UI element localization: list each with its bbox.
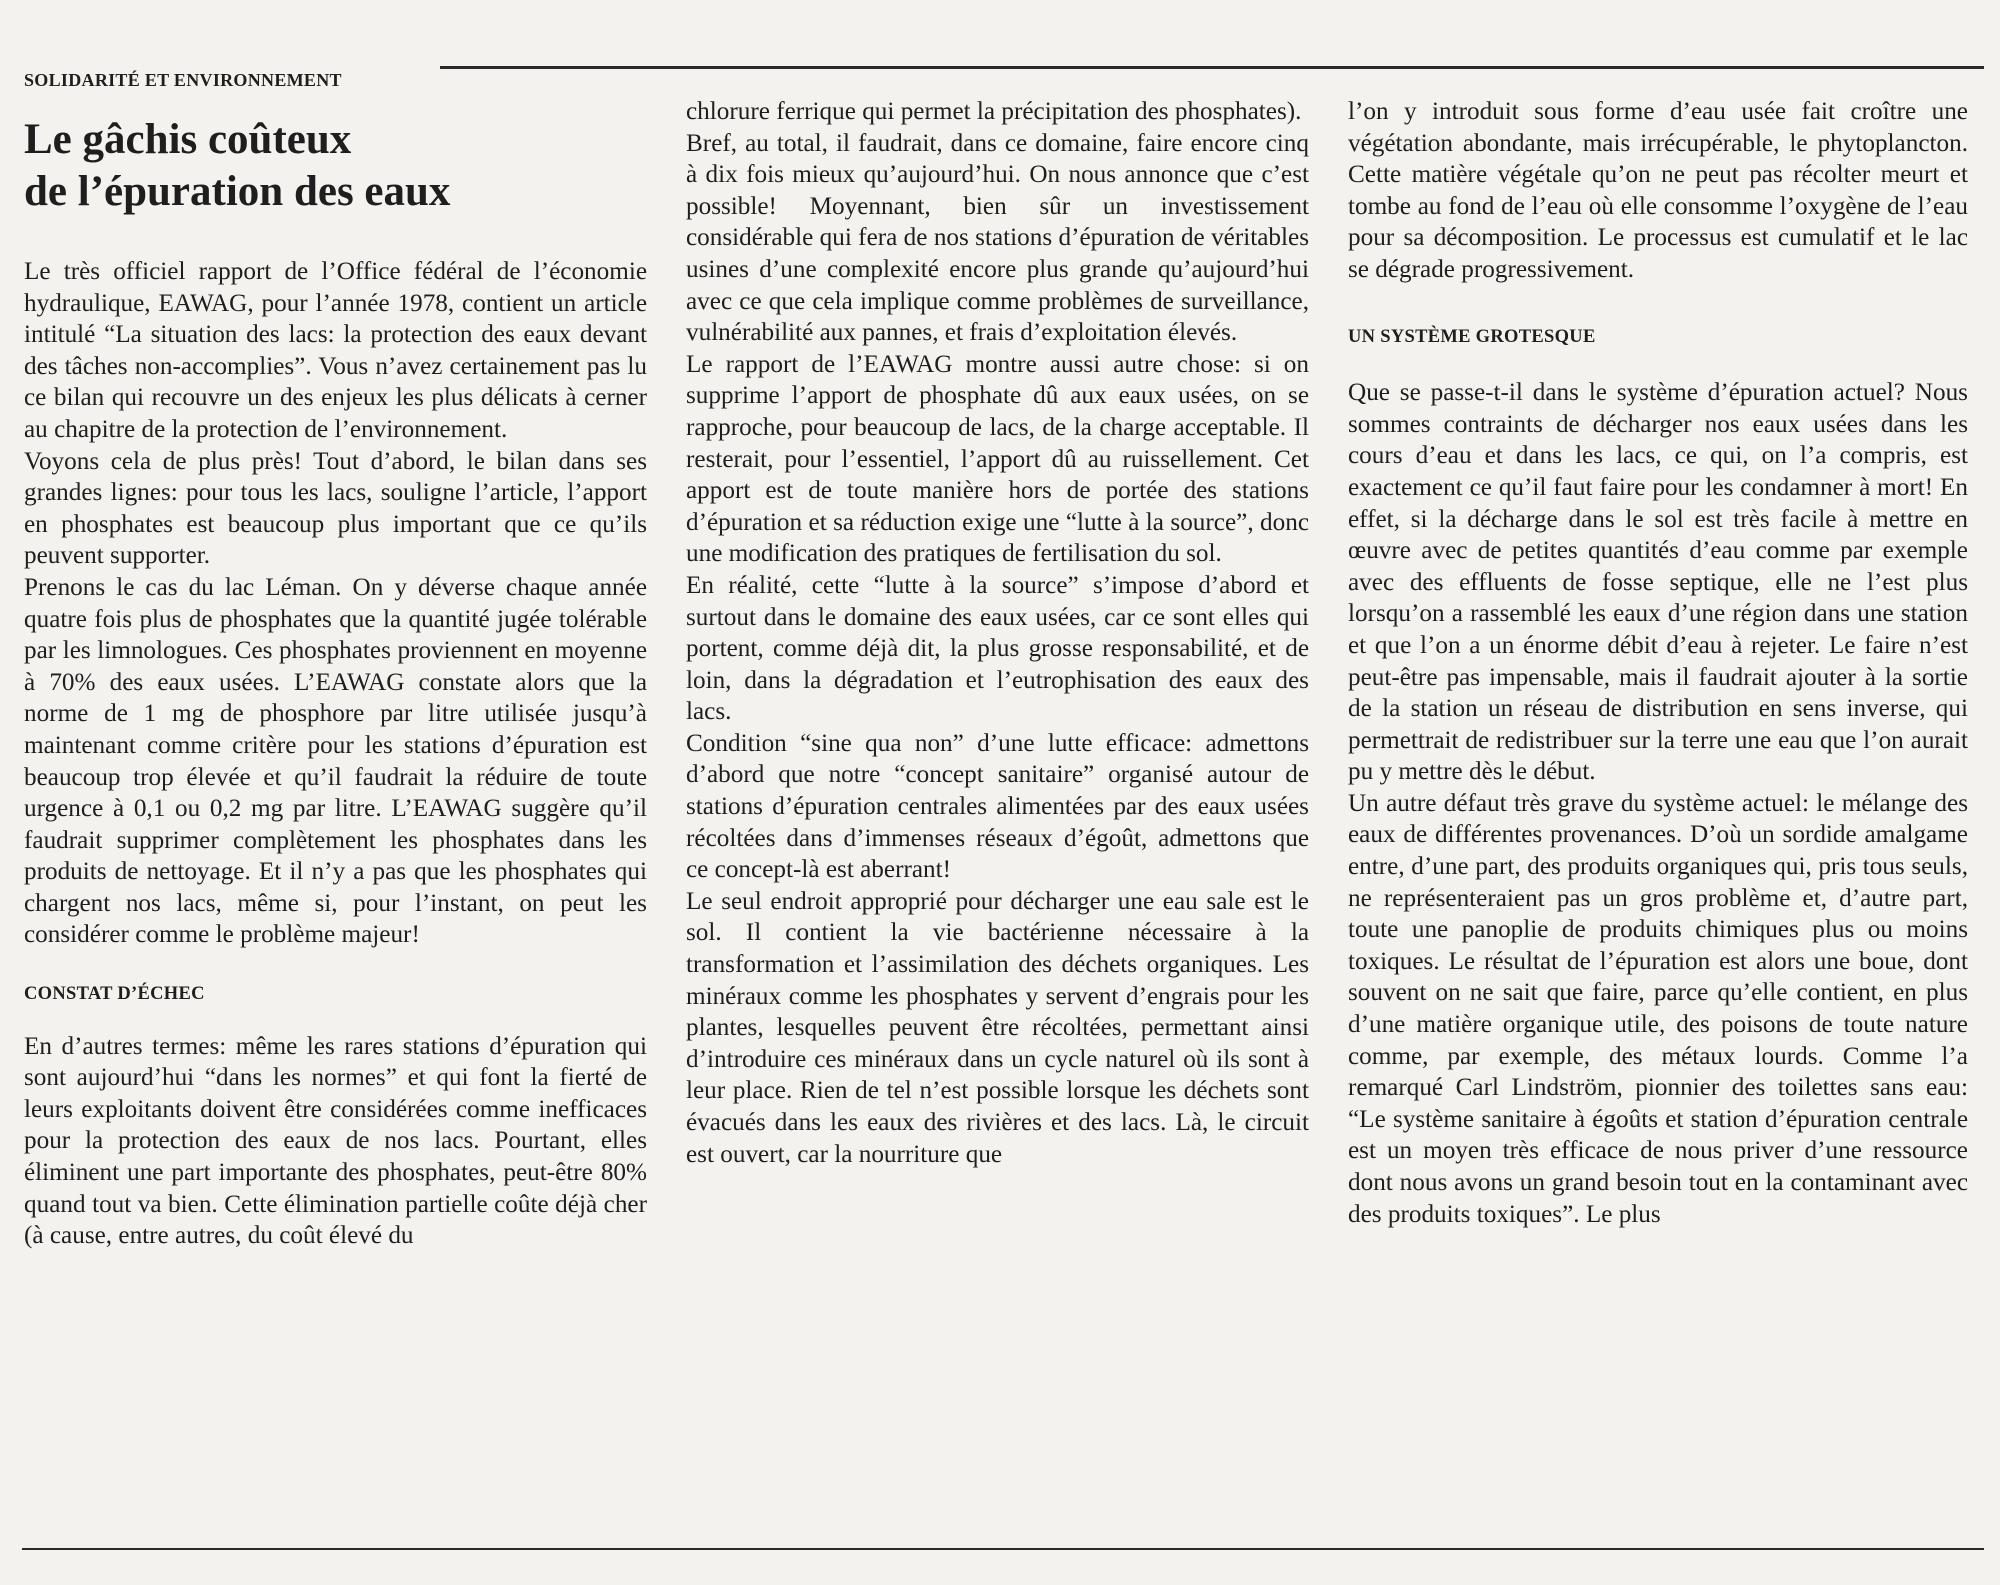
headline-line-1: Le gâchis coûteux [24, 116, 352, 163]
paragraph: En d’autres termes: même les rares stations d’épuration qui sont aujourd’hui “dans les normes” et qui font la fierté de leurs exploitants doivent être considérées comme inefficaces pour la protection des eaux de nos lacs. Pourtant, elles éliminent une part importante des phosphates, peut-être 80% quand tout va bien. Cette élimination partielle coûte déjà cher (à cause, entre autres, du coût élevé du [24, 1032, 647, 1250]
paragraph: Condition “sine qua non” d’une lutte efficace: admettons d’abord que notre “concept sanitaire” organisé autour de stations d’épuration centrales alimentées par des eaux usées récoltées dans d’immenses réseaux d’égoût, admettons que ce concept-là est aberrant! [686, 729, 1309, 884]
text-column-2 [686, 96, 1309, 1170]
text-column-3 [1348, 96, 1968, 1230]
paragraph: En réalité, cette “lutte à la source” s’impose d’abord et surtout dans le domaine des eaux usées, car ce sont elles qui portent, comme déjà dit, la plus grosse responsabilité, et de loin, dans la dégradation et l’eutrophisation des eaux des lacs. [686, 571, 1309, 726]
paragraph: chlorure ferrique qui permet la précipitation des phosphates). [686, 98, 1302, 125]
paragraph: Le rapport de l’EAWAG montre aussi autre chose: si on supprime l’apport de phosphate dû aux eaux usées, on se rapproche, pour beaucoup de lacs, de la charge acceptable. Il resterait, pour l’essentiel, l’apport dû au ruissellement. Cet apport est de toute manière hors de portée des stations d’épuration et sa réduction exige une “lutte à la source”, donc une modification des pratiques de fertilisation du sol. [686, 350, 1309, 568]
paragraph: Que se passe-t-il dans le système d’épuration actuel? Nous sommes contraints de décharger nos eaux usées dans les cours d’eau et dans les lacs, ce qui, on l’a compris, est exactement ce qu’il faut faire pour les condamner à mort! En effet, si la décharge dans le sol est très facile à mettre en œuvre avec de petites quantités d’eau comme par exemple avec des effluents de fosse septique, elle ne l’est plus lorsqu’on a rassemblé les eaux d’une région dans une station et que l’on a un énorme débit d’eau à rejeter. Le faire n’est peut-être pas impensable, mais il faudrait ajouter à la sortie de la station un réseau de distribution en sens inverse, qui permettrait de redistribuer sur la terre une eau que l’on aurait pu y mettre dès le début. [1348, 379, 1968, 786]
paragraph: Bref, au total, il faudrait, dans ce domaine, faire encore cinq à dix fois mieux qu’aujourd’hui. On nous annonce que c’est possible! Moyennant, bien sûr un investissement considérable qui fera de nos stations d’épuration de véritables usines d’une complexité encore plus grande qu’aujourd’hui avec ce que cela implique comme problèmes de surveillance, vulnérabilité aux pannes, et frais d’exploitation élevés. [686, 129, 1309, 347]
headline-line-2: de l’épuration des eaux [24, 168, 451, 215]
subheading-constat: CONSTAT D’ÉCHEC [24, 984, 205, 1005]
section-rubric: SOLIDARITÉ ET ENVIRONNEMENT [24, 70, 342, 90]
paragraph: Voyons cela de plus près! Tout d’abord, le bilan dans ses grandes lignes: pour tous les lacs, souligne l’article, l’apport en phosphates est beaucoup plus important que ce qu’ils peuvent supporter. [24, 447, 647, 570]
subheading-systeme: UN SYSTÈME GROTESQUE [1348, 326, 1596, 347]
paragraph: Le très officiel rapport de l’Office fédéral de l’économie hydraulique, EAWAG, pour l’année 1978, contient un article intitulé “La situation des lacs: la protection des eaux devant des tâches non-accomplies”. Vous n’avez certainement pas lu ce bilan qui recouvre un des enjeux les plus délicats à cerner au chapitre de la protection de l’environnement. [24, 258, 647, 443]
paragraph: Prenons le cas du lac Léman. On y déverse chaque année quatre fois plus de phosphates que la quantité jugée tolérable par les limnologues. Ces phosphates proviennent en moyenne à 70% des eaux usées. L’EAWAG constate alors que la norme de 1 mg de phosphore par litre utilisée jusqu’à maintenant comme critère pour les stations d’épuration est beaucoup trop élevée et qu’il faudrait la réduire de toute urgence à 0,1 ou 0,2 mg par litre. L’EAWAG suggère qu’il faudrait supprimer complètement les phosphates dans les produits de nettoyage. Et il n’y a pas que les phosphates qui chargent nos lacs, même si, pour l’instant, on peut les considérer comme le problème majeur! [24, 573, 647, 949]
article-headline [24, 114, 644, 218]
paragraph: Un autre défaut très grave du système actuel: le mélange des eaux de différentes provenances. D’où un sordide amalgame entre, d’une part, des produits organiques qui, pris tous seuls, ne représenteraient pas un gros problème et, d’autre part, toute une panoplie de produits chimiques plus ou moins toxiques. Le résultat de l’épuration est alors une boue, dont souvent on ne sait que faire, parce qu’elle contient, en plus d’une matière organique utile, des poisons de toute nature comme, par exemple, des métaux lourds. Comme l’a remarqué Carl Lindström, pionnier des toilettes sans eau: “Le système sanitaire à égoûts et station d’épuration centrale est un moyen très efficace de nous priver d’une ressource dont nous avons un grand besoin tout en la contaminant avec des produits toxiques”. Le plus [1348, 789, 1968, 1228]
text-column-1 [24, 256, 647, 1252]
paragraph: Le seul endroit approprié pour décharger une eau sale est le sol. Il contient la vie bactérienne nécessaire à la transformation et l’assimilation des déchets organiques. Les minéraux comme les phosphates y servent d’engrais pour les plantes, lesquelles peuvent être récoltées, permettant ainsi d’introduire ces minéraux dans un cycle naturel où ils sont à leur place. Rien de tel n’est possible lorsque les déchets sont évacués dans les eaux des rivières et des lacs. Là, le circuit est ouvert, car la nourriture que [686, 887, 1309, 1168]
bottom-rule [22, 1548, 1984, 1550]
top-rule [440, 66, 1984, 69]
paragraph: l’on y introduit sous forme d’eau usée fait croître une végétation abondante, mais irrécupérable, le phytoplancton. Cette matière végétale qu’on ne peut pas récolter meurt et tombe au fond de l’eau où elle consomme l’oxygène de l’eau pour sa décomposition. Le processus est cumulatif et le lac se dégrade progressivement. [1348, 98, 1968, 283]
